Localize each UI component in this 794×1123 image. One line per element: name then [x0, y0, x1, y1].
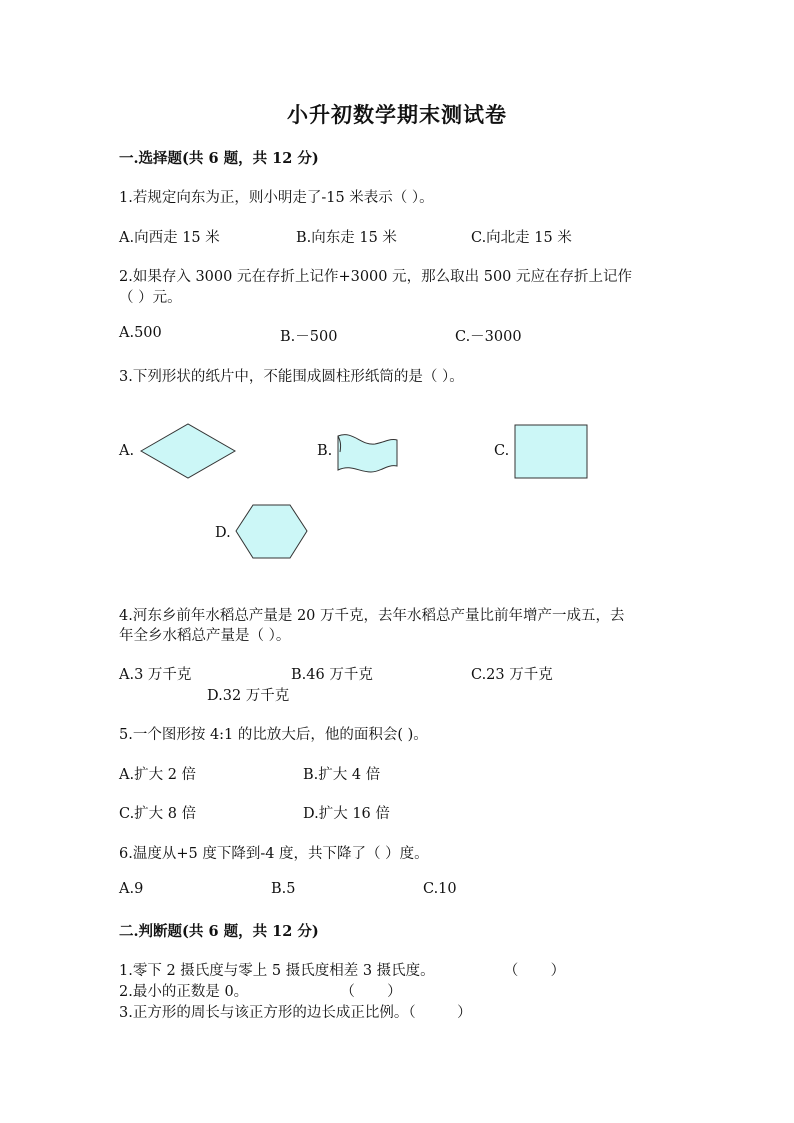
question-1: 1.若规定向东为正，则小明走了-15 米表示（ ）。: [119, 190, 434, 206]
judgement-item-1: 1.零下 2 摄氏度与零上 5 摄氏度相差 3 摄氏度。 （ ）: [119, 963, 566, 979]
question-4-line-1: 4.河东乡前年水稻总产量是 20 万千克，去年水稻总产量比前年增产一成五，去: [119, 608, 625, 624]
question-3: 3.下列形状的纸片中，不能围成圆柱形纸筒的是（ ）。: [119, 369, 464, 385]
q4-option-c: C.23 万千克: [471, 667, 553, 683]
q3-label-c: C.: [494, 443, 510, 459]
q3-label-a: A.: [119, 443, 135, 459]
q5-option-b: B.扩大 4 倍: [303, 767, 381, 783]
q3-label-b: B.: [317, 443, 333, 459]
section-2-heading: 二.判断题(共 6 题，共 12 分): [119, 923, 319, 940]
question-5: 5.一个图形按 4:1 的比放大后，他的面积会( )。: [119, 727, 428, 743]
question-4-line-2: 年全乡水稻总产量是（ ）。: [119, 628, 291, 644]
question-6: 6.温度从+5 度下降到-4 度，共下降了（ ）度。: [119, 846, 429, 862]
q1-option-a: A.向西走 15 米: [119, 230, 220, 246]
q4-option-a: A.3 万千克: [119, 667, 192, 683]
q6-option-b: B.5: [271, 881, 296, 897]
question-2-line-2: （ ）元。: [119, 290, 182, 306]
rhombus-shape: [138, 422, 238, 482]
judgement-item-2: 2.最小的正数是 0。 （ ）: [119, 984, 402, 1000]
judgement-item-3: 3.正方形的周长与该正方形的边长成正比例。（ ）: [119, 1005, 472, 1021]
q1-option-b: B.向东走 15 米: [296, 230, 397, 246]
q2-option-a: A.500: [119, 325, 162, 341]
q5-option-a: A.扩大 2 倍: [119, 767, 197, 783]
page-title: 小升初数学期末测试卷: [287, 102, 507, 127]
q2-option-b: B.－500: [280, 329, 338, 345]
q1-option-c: C.向北走 15 米: [471, 230, 572, 246]
section-1-heading: 一.选择题(共 6 题，共 12 分): [119, 150, 319, 167]
q4-option-d: D.32 万千克: [207, 688, 290, 704]
q5-option-c: C.扩大 8 倍: [119, 806, 197, 822]
q3-label-d: D.: [215, 525, 231, 541]
rectangle-shape: [514, 424, 590, 480]
q2-option-c: C.－3000: [455, 329, 522, 345]
q4-option-b: B.46 万千克: [291, 667, 373, 683]
hexagon-shape: [234, 503, 310, 561]
q6-option-a: A.9: [119, 881, 144, 897]
wavy-shape: [335, 432, 401, 476]
question-2-line-1: 2.如果存入 3000 元在存折上记作+3000 元，那么取出 500 元应在存折上记作: [119, 269, 633, 285]
q6-option-c: C.10: [423, 881, 457, 897]
q5-option-d: D.扩大 16 倍: [303, 806, 390, 822]
